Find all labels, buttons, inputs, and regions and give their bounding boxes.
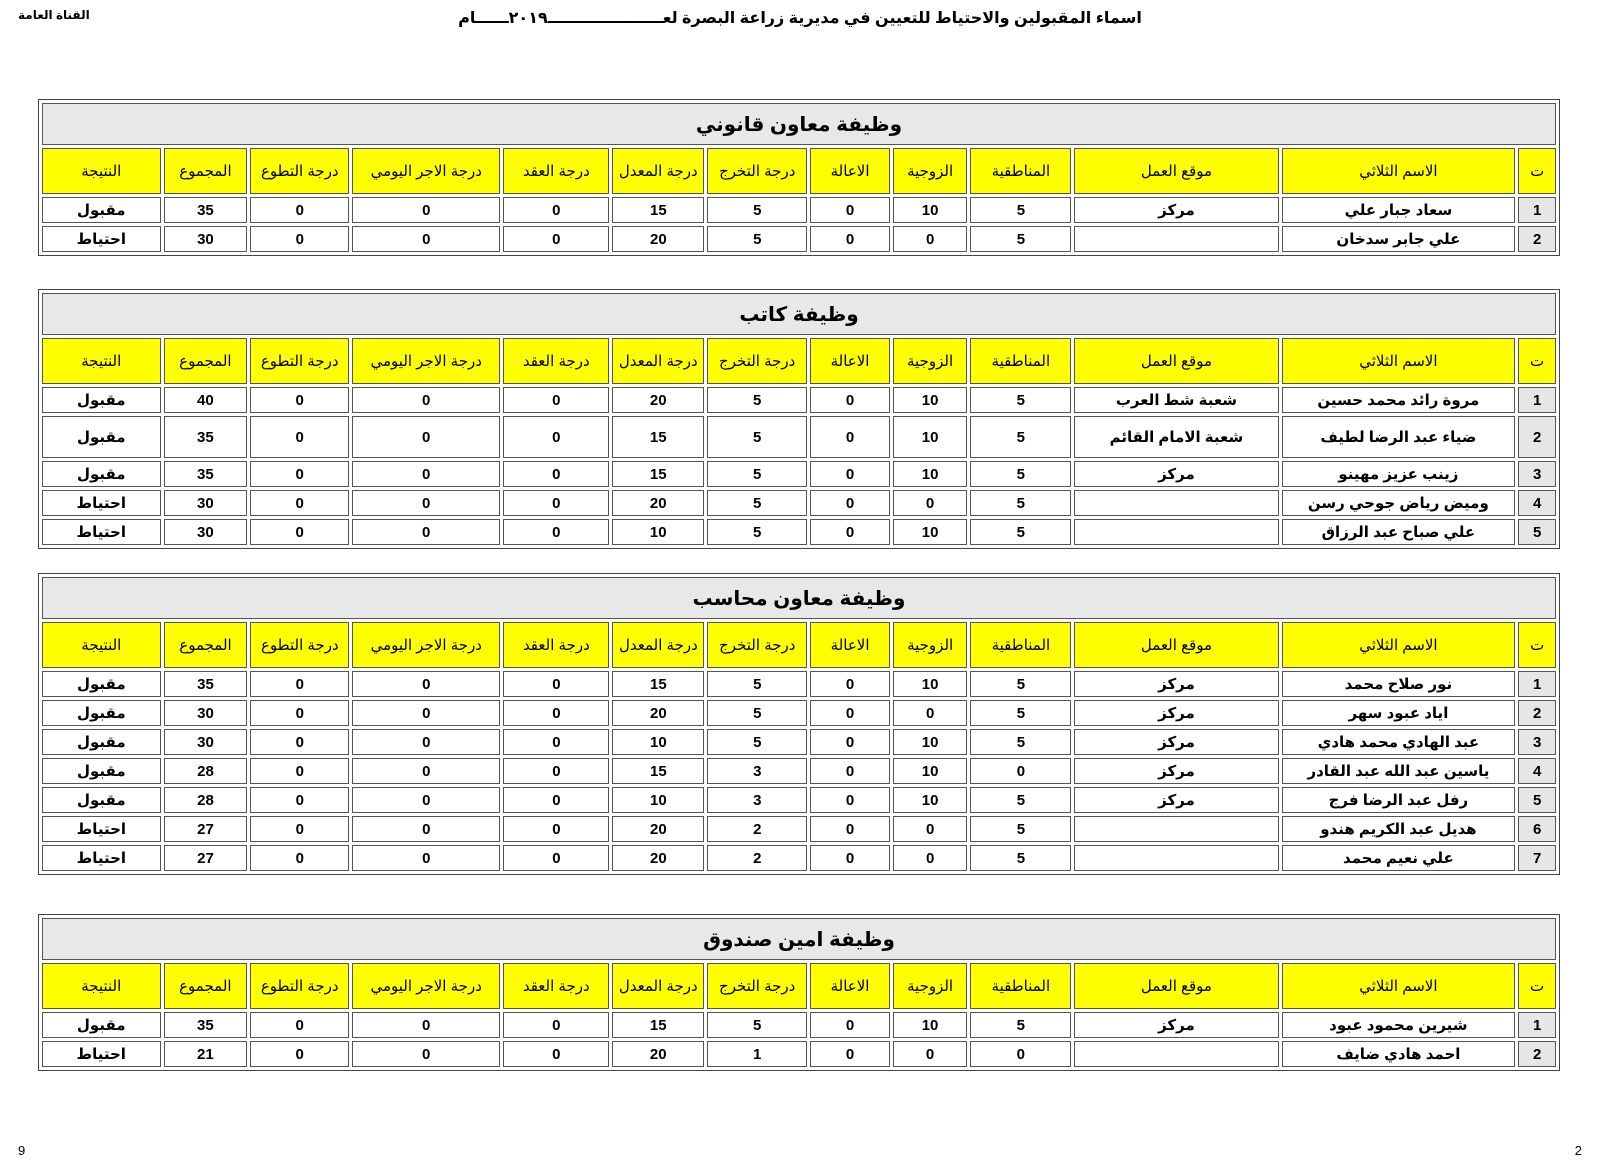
column-header-dependents: الاعالة	[810, 622, 890, 668]
cell-work-location: مركز	[1074, 700, 1278, 726]
cell-work-location	[1074, 226, 1278, 252]
cell-result: احتياط	[42, 1041, 161, 1067]
column-header-daily-wage: درجة الاجر اليومي	[352, 148, 500, 194]
channel-label: القناة العامة	[18, 8, 90, 22]
cell-contract: 0	[503, 490, 609, 516]
cell-marital: 10	[893, 416, 968, 458]
cell-dependents: 0	[810, 787, 890, 813]
cell-contract: 0	[503, 816, 609, 842]
column-header-graduation: درجة التخرج	[707, 622, 807, 668]
cell-total: 30	[164, 729, 248, 755]
column-header-graduation: درجة التخرج	[707, 148, 807, 194]
cell-serial: 2	[1518, 416, 1556, 458]
cell-result: احتياط	[42, 226, 161, 252]
cell-marital: 0	[893, 1041, 968, 1067]
cell-daily-wage: 0	[352, 787, 500, 813]
cell-volunteer: 0	[250, 387, 349, 413]
cell-dependents: 0	[810, 519, 890, 545]
job-title: وظيفة معاون قانوني	[42, 103, 1556, 145]
cell-daily-wage: 0	[352, 845, 500, 871]
cell-contract: 0	[503, 461, 609, 487]
cell-work-location	[1074, 845, 1278, 871]
table-row	[42, 845, 1556, 871]
cell-dependents: 0	[810, 197, 890, 223]
cell-total: 27	[164, 845, 248, 871]
cell-daily-wage: 0	[352, 519, 500, 545]
column-header-volunteer: درجة التطوع	[250, 148, 349, 194]
cell-gpa: 20	[612, 387, 704, 413]
cell-serial: 5	[1518, 787, 1556, 813]
column-header-gpa: درجة المعدل	[612, 338, 704, 384]
table-row	[42, 461, 1556, 487]
cell-graduation: 5	[707, 197, 807, 223]
cell-serial: 4	[1518, 490, 1556, 516]
cell-regional: 5	[970, 197, 1071, 223]
cell-result: مقبول	[42, 1012, 161, 1038]
column-header-marital: الزوجية	[893, 622, 968, 668]
cell-regional: 5	[970, 416, 1071, 458]
cell-daily-wage: 0	[352, 387, 500, 413]
column-header-serial: ت	[1518, 148, 1556, 194]
cell-dependents: 0	[810, 1012, 890, 1038]
cell-total: 30	[164, 700, 248, 726]
cell-full-name: وميض رياض جوحي رسن	[1282, 490, 1516, 516]
cell-result: مقبول	[42, 197, 161, 223]
cell-full-name: عبد الهادي محمد هادي	[1282, 729, 1516, 755]
cell-result: احتياط	[42, 519, 161, 545]
cell-work-location	[1074, 490, 1278, 516]
cell-daily-wage: 0	[352, 700, 500, 726]
cell-work-location	[1074, 816, 1278, 842]
cell-contract: 0	[503, 729, 609, 755]
cell-contract: 0	[503, 416, 609, 458]
column-header-graduation: درجة التخرج	[707, 963, 807, 1009]
cell-volunteer: 0	[250, 461, 349, 487]
cell-regional: 5	[970, 787, 1071, 813]
cell-work-location: مركز	[1074, 671, 1278, 697]
column-header-gpa: درجة المعدل	[612, 622, 704, 668]
cell-regional: 5	[970, 729, 1071, 755]
cell-contract: 0	[503, 226, 609, 252]
table-row	[42, 387, 1556, 413]
cell-dependents: 0	[810, 490, 890, 516]
cell-volunteer: 0	[250, 787, 349, 813]
cell-gpa: 15	[612, 758, 704, 784]
cell-result: مقبول	[42, 387, 161, 413]
cell-work-location: شعبة شط العرب	[1074, 387, 1278, 413]
cell-marital: 10	[893, 197, 968, 223]
cell-full-name: مروة رائد محمد حسين	[1282, 387, 1516, 413]
cell-work-location: مركز	[1074, 729, 1278, 755]
cell-volunteer: 0	[250, 197, 349, 223]
cell-gpa: 20	[612, 1041, 704, 1067]
cell-gpa: 10	[612, 519, 704, 545]
cell-gpa: 10	[612, 729, 704, 755]
cell-total: 30	[164, 226, 248, 252]
cell-marital: 10	[893, 461, 968, 487]
cell-marital: 10	[893, 671, 968, 697]
column-header-serial: ت	[1518, 338, 1556, 384]
cell-total: 40	[164, 387, 248, 413]
job-table	[38, 573, 1560, 875]
cell-daily-wage: 0	[352, 461, 500, 487]
column-header-result: النتيجة	[42, 963, 161, 1009]
cell-work-location	[1074, 1041, 1278, 1067]
cell-serial: 3	[1518, 461, 1556, 487]
cell-result: مقبول	[42, 729, 161, 755]
cell-total: 27	[164, 816, 248, 842]
cell-contract: 0	[503, 519, 609, 545]
cell-daily-wage: 0	[352, 1041, 500, 1067]
column-header-full-name: الاسم الثلاثي	[1282, 963, 1516, 1009]
cell-contract: 0	[503, 1041, 609, 1067]
column-header-gpa: درجة المعدل	[612, 963, 704, 1009]
cell-total: 30	[164, 519, 248, 545]
cell-contract: 0	[503, 671, 609, 697]
cell-graduation: 1	[707, 1041, 807, 1067]
cell-dependents: 0	[810, 416, 890, 458]
column-header-work-location: موقع العمل	[1074, 963, 1278, 1009]
cell-gpa: 20	[612, 845, 704, 871]
cell-graduation: 3	[707, 787, 807, 813]
cell-volunteer: 0	[250, 1041, 349, 1067]
job-title: وظيفة كاتب	[42, 293, 1556, 335]
column-header-serial: ت	[1518, 963, 1556, 1009]
job-title: وظيفة امين صندوق	[42, 918, 1556, 960]
column-header-dependents: الاعالة	[810, 148, 890, 194]
cell-total: 35	[164, 197, 248, 223]
column-header-volunteer: درجة التطوع	[250, 963, 349, 1009]
cell-daily-wage: 0	[352, 226, 500, 252]
cell-result: مقبول	[42, 758, 161, 784]
cell-gpa: 15	[612, 671, 704, 697]
cell-full-name: اياد عبود سهر	[1282, 700, 1516, 726]
cell-serial: 2	[1518, 700, 1556, 726]
column-header-contract: درجة العقد	[503, 148, 609, 194]
cell-daily-wage: 0	[352, 197, 500, 223]
cell-regional: 5	[970, 519, 1071, 545]
cell-regional: 5	[970, 387, 1071, 413]
cell-serial: 1	[1518, 387, 1556, 413]
cell-result: مقبول	[42, 787, 161, 813]
cell-total: 35	[164, 671, 248, 697]
column-header-regional: المناطقية	[970, 963, 1071, 1009]
column-header-daily-wage: درجة الاجر اليومي	[352, 338, 500, 384]
cell-contract: 0	[503, 758, 609, 784]
table-row	[42, 700, 1556, 726]
column-header-dependents: الاعالة	[810, 338, 890, 384]
column-header-regional: المناطقية	[970, 148, 1071, 194]
column-header-marital: الزوجية	[893, 148, 968, 194]
table-row	[42, 816, 1556, 842]
cell-regional: 5	[970, 700, 1071, 726]
cell-total: 30	[164, 490, 248, 516]
cell-marital: 10	[893, 787, 968, 813]
job-table	[38, 289, 1560, 549]
cell-daily-wage: 0	[352, 490, 500, 516]
cell-regional: 5	[970, 1012, 1071, 1038]
column-header-result: النتيجة	[42, 622, 161, 668]
column-header-work-location: موقع العمل	[1074, 622, 1278, 668]
cell-full-name: ياسين عبد الله عبد القادر	[1282, 758, 1516, 784]
cell-contract: 0	[503, 787, 609, 813]
cell-volunteer: 0	[250, 671, 349, 697]
cell-regional: 5	[970, 816, 1071, 842]
column-header-full-name: الاسم الثلاثي	[1282, 338, 1516, 384]
cell-serial: 1	[1518, 1012, 1556, 1038]
column-header-contract: درجة العقد	[503, 338, 609, 384]
cell-serial: 5	[1518, 519, 1556, 545]
column-header-total: المجموع	[164, 622, 248, 668]
column-header-result: النتيجة	[42, 338, 161, 384]
cell-gpa: 10	[612, 787, 704, 813]
cell-full-name: علي صباح عبد الرزاق	[1282, 519, 1516, 545]
cell-serial: 7	[1518, 845, 1556, 871]
cell-gpa: 15	[612, 1012, 704, 1038]
cell-daily-wage: 0	[352, 416, 500, 458]
table-row	[42, 1041, 1556, 1067]
cell-work-location: مركز	[1074, 758, 1278, 784]
column-header-dependents: الاعالة	[810, 963, 890, 1009]
cell-contract: 0	[503, 845, 609, 871]
column-header-result: النتيجة	[42, 148, 161, 194]
cell-result: مقبول	[42, 461, 161, 487]
cell-result: احتياط	[42, 845, 161, 871]
page-number-left: 9	[18, 1143, 26, 1158]
cell-marital: 10	[893, 758, 968, 784]
cell-work-location	[1074, 519, 1278, 545]
column-header-regional: المناطقية	[970, 338, 1071, 384]
cell-full-name: سعاد جبار علي	[1282, 197, 1516, 223]
cell-result: احتياط	[42, 490, 161, 516]
cell-full-name: علي جابر سدخان	[1282, 226, 1516, 252]
cell-serial: 1	[1518, 671, 1556, 697]
cell-regional: 5	[970, 490, 1071, 516]
column-header-full-name: الاسم الثلاثي	[1282, 622, 1516, 668]
table-row	[42, 490, 1556, 516]
cell-daily-wage: 0	[352, 1012, 500, 1038]
cell-marital: 0	[893, 490, 968, 516]
cell-graduation: 5	[707, 387, 807, 413]
cell-gpa: 20	[612, 816, 704, 842]
cell-marital: 0	[893, 845, 968, 871]
cell-serial: 2	[1518, 1041, 1556, 1067]
cell-serial: 6	[1518, 816, 1556, 842]
cell-regional: 5	[970, 226, 1071, 252]
cell-volunteer: 0	[250, 226, 349, 252]
cell-total: 21	[164, 1041, 248, 1067]
cell-serial: 1	[1518, 197, 1556, 223]
cell-full-name: ضياء عبد الرضا لطيف	[1282, 416, 1516, 458]
table-row	[42, 729, 1556, 755]
cell-contract: 0	[503, 197, 609, 223]
table-row	[42, 416, 1556, 458]
cell-dependents: 0	[810, 671, 890, 697]
cell-full-name: هديل عبد الكريم هندو	[1282, 816, 1516, 842]
cell-work-location: مركز	[1074, 1012, 1278, 1038]
table-row	[42, 671, 1556, 697]
cell-result: مقبول	[42, 671, 161, 697]
cell-result: احتياط	[42, 816, 161, 842]
cell-total: 35	[164, 1012, 248, 1038]
column-header-graduation: درجة التخرج	[707, 338, 807, 384]
cell-daily-wage: 0	[352, 729, 500, 755]
cell-full-name: رفل عبد الرضا فرج	[1282, 787, 1516, 813]
cell-volunteer: 0	[250, 816, 349, 842]
cell-volunteer: 0	[250, 1012, 349, 1038]
cell-marital: 10	[893, 387, 968, 413]
cell-dependents: 0	[810, 461, 890, 487]
cell-volunteer: 0	[250, 700, 349, 726]
cell-gpa: 20	[612, 226, 704, 252]
cell-dependents: 0	[810, 1041, 890, 1067]
table-row	[42, 226, 1556, 252]
cell-contract: 0	[503, 387, 609, 413]
cell-full-name: علي نعيم محمد	[1282, 845, 1516, 871]
column-header-contract: درجة العقد	[503, 622, 609, 668]
cell-daily-wage: 0	[352, 816, 500, 842]
cell-graduation: 5	[707, 461, 807, 487]
cell-contract: 0	[503, 1012, 609, 1038]
cell-volunteer: 0	[250, 758, 349, 784]
column-header-regional: المناطقية	[970, 622, 1071, 668]
cell-daily-wage: 0	[352, 758, 500, 784]
cell-full-name: نور صلاح محمد	[1282, 671, 1516, 697]
job-table	[38, 99, 1560, 256]
table-row	[42, 1012, 1556, 1038]
cell-graduation: 5	[707, 700, 807, 726]
cell-work-location: شعبة الامام القائم	[1074, 416, 1278, 458]
cell-gpa: 15	[612, 461, 704, 487]
cell-daily-wage: 0	[352, 671, 500, 697]
cell-serial: 3	[1518, 729, 1556, 755]
cell-full-name: زينب عزيز مهينو	[1282, 461, 1516, 487]
column-header-work-location: موقع العمل	[1074, 338, 1278, 384]
cell-dependents: 0	[810, 845, 890, 871]
column-header-total: المجموع	[164, 338, 248, 384]
column-header-volunteer: درجة التطوع	[250, 622, 349, 668]
cell-total: 35	[164, 461, 248, 487]
cell-work-location: مركز	[1074, 787, 1278, 813]
cell-dependents: 0	[810, 729, 890, 755]
cell-serial: 4	[1518, 758, 1556, 784]
table-row	[42, 197, 1556, 223]
cell-volunteer: 0	[250, 519, 349, 545]
table-row	[42, 758, 1556, 784]
cell-regional: 5	[970, 671, 1071, 697]
column-header-marital: الزوجية	[893, 963, 968, 1009]
document-title: اسماء المقبولين والاحتياط للتعيين في مديرية زراعة البصرة لعـــــــــــــــــــــ٢٠١٩ــــــام	[458, 10, 1142, 27]
cell-dependents: 0	[810, 387, 890, 413]
cell-regional: 5	[970, 845, 1071, 871]
cell-marital: 0	[893, 226, 968, 252]
cell-full-name: شيرين محمود عبود	[1282, 1012, 1516, 1038]
cell-graduation: 2	[707, 816, 807, 842]
cell-gpa: 20	[612, 700, 704, 726]
cell-volunteer: 0	[250, 845, 349, 871]
cell-work-location: مركز	[1074, 197, 1278, 223]
cell-marital: 0	[893, 816, 968, 842]
cell-volunteer: 0	[250, 490, 349, 516]
cell-serial: 2	[1518, 226, 1556, 252]
table-row	[42, 787, 1556, 813]
cell-graduation: 5	[707, 490, 807, 516]
cell-volunteer: 0	[250, 416, 349, 458]
column-header-work-location: موقع العمل	[1074, 148, 1278, 194]
cell-result: مقبول	[42, 700, 161, 726]
cell-graduation: 5	[707, 729, 807, 755]
cell-volunteer: 0	[250, 729, 349, 755]
column-header-contract: درجة العقد	[503, 963, 609, 1009]
job-table	[38, 914, 1560, 1071]
cell-graduation: 5	[707, 519, 807, 545]
cell-regional: 5	[970, 461, 1071, 487]
job-title: وظيفة معاون محاسب	[42, 577, 1556, 619]
cell-regional: 0	[970, 1041, 1071, 1067]
cell-graduation: 5	[707, 671, 807, 697]
page-number-right: 2	[1574, 1143, 1582, 1158]
cell-full-name: احمد هادي ضايف	[1282, 1041, 1516, 1067]
cell-marital: 0	[893, 700, 968, 726]
cell-marital: 10	[893, 729, 968, 755]
cell-graduation: 5	[707, 226, 807, 252]
cell-total: 35	[164, 416, 248, 458]
cell-graduation: 5	[707, 1012, 807, 1038]
table-row	[42, 519, 1556, 545]
cell-dependents: 0	[810, 700, 890, 726]
cell-gpa: 20	[612, 490, 704, 516]
column-header-gpa: درجة المعدل	[612, 148, 704, 194]
cell-graduation: 5	[707, 416, 807, 458]
column-header-full-name: الاسم الثلاثي	[1282, 148, 1516, 194]
cell-marital: 10	[893, 1012, 968, 1038]
cell-gpa: 15	[612, 416, 704, 458]
cell-regional: 0	[970, 758, 1071, 784]
column-header-serial: ت	[1518, 622, 1556, 668]
cell-total: 28	[164, 787, 248, 813]
cell-work-location: مركز	[1074, 461, 1278, 487]
cell-dependents: 0	[810, 226, 890, 252]
column-header-daily-wage: درجة الاجر اليومي	[352, 963, 500, 1009]
cell-total: 28	[164, 758, 248, 784]
column-header-volunteer: درجة التطوع	[250, 338, 349, 384]
cell-gpa: 15	[612, 197, 704, 223]
column-header-marital: الزوجية	[893, 338, 968, 384]
cell-marital: 10	[893, 519, 968, 545]
cell-result: مقبول	[42, 416, 161, 458]
cell-graduation: 3	[707, 758, 807, 784]
cell-contract: 0	[503, 700, 609, 726]
cell-dependents: 0	[810, 816, 890, 842]
column-header-total: المجموع	[164, 148, 248, 194]
cell-dependents: 0	[810, 758, 890, 784]
cell-graduation: 2	[707, 845, 807, 871]
column-header-daily-wage: درجة الاجر اليومي	[352, 622, 500, 668]
column-header-total: المجموع	[164, 963, 248, 1009]
